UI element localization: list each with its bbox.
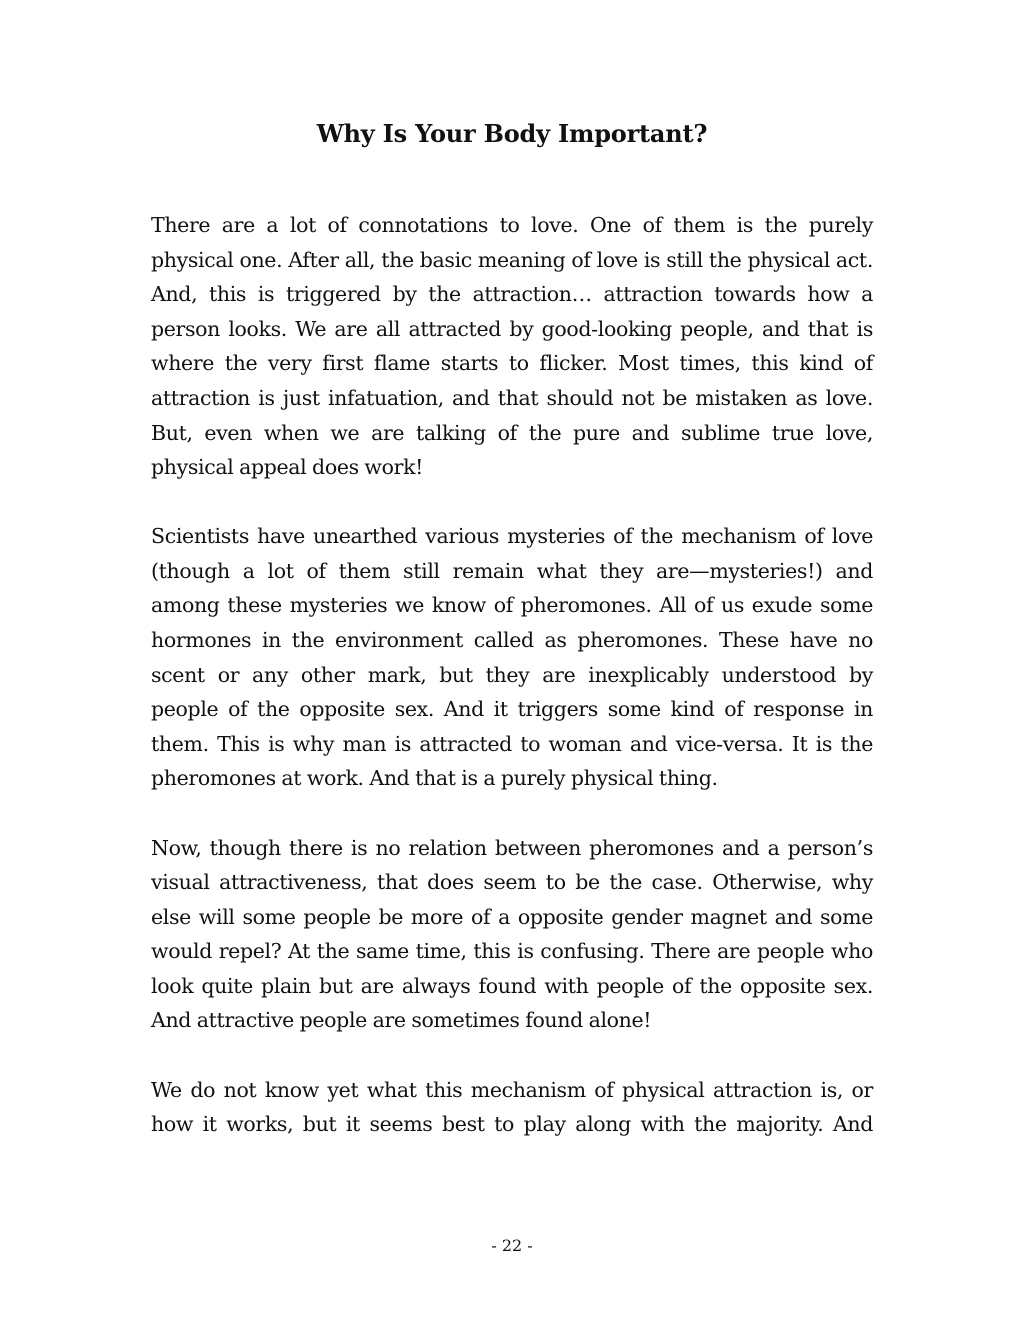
paragraph-1: There are a lot of connotations to love. One of them is the purely physical one. After all, the basic meaning of love is still the physical act. And, this is triggered by the attraction… attraction towards how a person looks. We are all attracted by good-looking people, and that is where the very first flame starts to flicker. Most times, this kind of attraction is just infatuation, and that should not be mistaken as love. But, even when we are talking of the pure and sublime true love, physical appeal does work! <box>151 213 873 480</box>
body-text <box>151 208 873 1176</box>
page-title: Why Is Your Body Important? <box>316 119 708 148</box>
paragraph-3: Now, though there is no relation between pheromones and a person’s visual attractiveness, that does seem to be the case. Otherwise, why else will some people be more of a opposite gender magnet and some would repel? At the same time, this is confusing. There are people who look quite plain but are always found with people of the opposite sex. And attractive people are sometimes found alone! <box>151 835 873 1033</box>
page-number: - 22 - <box>491 1236 533 1255</box>
paragraph-4: We do not know yet what this mechanism of physical attraction is, or how it works, but it seems best to play along with the majority. And <box>151 1077 873 1137</box>
paragraph-2: Scientists have unearthed various mysteries of the mechanism of love (though a lot of them still remain what they are—mysteries!) and among these mysteries we know of pheromones. All of us exude some hormones in the environment called as pheromones. These have no scent or any other mark, but they are inexplicably understood by people of the opposite sex. And it triggers some kind of response in them. This is why man is attracted to woman and vice-versa. It is the pheromones at work. And that is a purely physical thing. <box>151 524 873 791</box>
